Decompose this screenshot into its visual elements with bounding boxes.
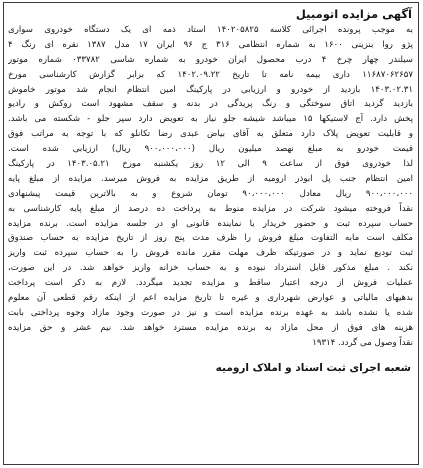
notice-line: پژو روا بنزینی ۱۶۰۰ به شماره انتظامی ۳۱۶ ج ۹۶ ایران ۱۷ مدل ۱۳۸۷ نقره ای رنگ ۴ xyxy=(8,39,413,50)
notice-title: آگهی مزایده اتومبیل xyxy=(295,7,412,21)
notice-line: شده یا نشده باشد به عهده برنده مزایده است و نیز در صورت وجود مازاد وجوه پرداختی بابت xyxy=(8,307,413,318)
notice-line: سیلندر چهار چرخ ۴ درب محصول ایران خودرو به شماره شاسی ۰۳۳۷۸۲ شماره موتور xyxy=(8,54,413,65)
notice-line: نقداً وصول می گردد. ۱۹۳۱۴ xyxy=(312,337,413,348)
notice-line: لذا خودروی فوق از ساعت ۹ الی ۱۲ روز یکشنبه مورخ ۱۴۰۳.۰۵.۲۱ در پارکینگ xyxy=(8,159,413,170)
auction-notice xyxy=(3,2,419,465)
notice-line: پخش دارد. آج لاستیکها ۱۵ میباشد شیشه جلو نیاز به تعویض دارد سپر جلو - شکسته می باشد. xyxy=(8,114,413,125)
notice-line: عملیات فروش از درجه اعتبار ساقط و مزایده تجدید میگردد. لازم به ذکر است پرداخت xyxy=(8,278,413,289)
notice-line: امین انتظام جنب پل ابوذر ارومیه از طریق مزایده به فروش میرسد. مزایده از مبلغ پایه xyxy=(8,173,413,184)
notice-line: هزینه های فوق از محل مازاد به برنده مزایده مسترد خواهد شد. نیم عشر و حق مزایده xyxy=(8,322,413,333)
notice-line: ۱۱۶۸۷۰۶۲۶۵۷ داری بیمه نامه تا تاریخ ۱۴۰۲.۰۹.۲۲ که برابر گزارش کارشناسی مورخ xyxy=(8,69,413,80)
notice-line: قیمت خودرو به مبلغ نهصد میلیون ریال (۹۰۰،۰۰۰،۰۰۰ ریال) ارزیابی شده است. xyxy=(8,144,413,155)
notice-line: نکند . مبلغ مذکور قابل استرداد نبوده و به حساب خزانه واریز خواهد شد. در این صورت، xyxy=(8,263,413,274)
notice-line: مکلف است مابه التفاوت مبلغ فروش را ظرف مدت پنج روز از تاریخ مزایده به حساب صندوق xyxy=(8,233,413,244)
notice-line: حساب سپرده ثبت و حضور خریدار یا نماینده قانونی او در جلسه مزایده است. برنده مزایده xyxy=(8,218,413,229)
notice-body xyxy=(8,23,413,351)
notice-line: بازدید گردید اتاق سوختگی و رنگ پریدگی در بدنه و سقف مشهود است روکش و رادیو xyxy=(8,99,413,110)
notice-line: ۱۴۰۳.۰۲.۳۱ بازدید از خودرو و ارزیابی در پارکینگ امین انتظام انجام شد موتور خاموش xyxy=(8,84,413,95)
notice-line: ثبت تودیع نماید و در صورتیکه ظرف مهلت مقرر مانده فروش را به حساب سپرده ثبت واریز xyxy=(8,248,413,259)
notice-line: ۹۰۰،۰۰۰،۰۰۰ ریال معادل ۹۰،۰۰۰،۰۰۰ تومان شروع و به بالاترین قیمت پیشنهادی xyxy=(8,188,413,199)
issuer-signature: شعبه اجرای ثبت اسناد و املاک ارومیه xyxy=(215,361,411,374)
notice-line: بدهیهای مالیاتی و عوارض شهرداری و غیره تا تاریخ مزایده اعم از اینکه رقم قطعی آن معلوم xyxy=(8,293,413,304)
notice-line: نقداً فروخته میشود شرکت در مزایده منوط به پرداخت ده درصد از مبلغ پایه کارشناسی به xyxy=(8,203,413,214)
notice-line: و قابلیت تعویض پلاک دارد متعلق به آقای بیاض عبدی رضا تکانلو که با توجه به مراتب فوق xyxy=(8,129,413,140)
notice-line: به موجب پرونده اجرائی کلاسه ۱۴۰۲۰۵۸۲۵ استاد ذمه ای یک دستگاه خودروی سواری xyxy=(8,25,413,35)
